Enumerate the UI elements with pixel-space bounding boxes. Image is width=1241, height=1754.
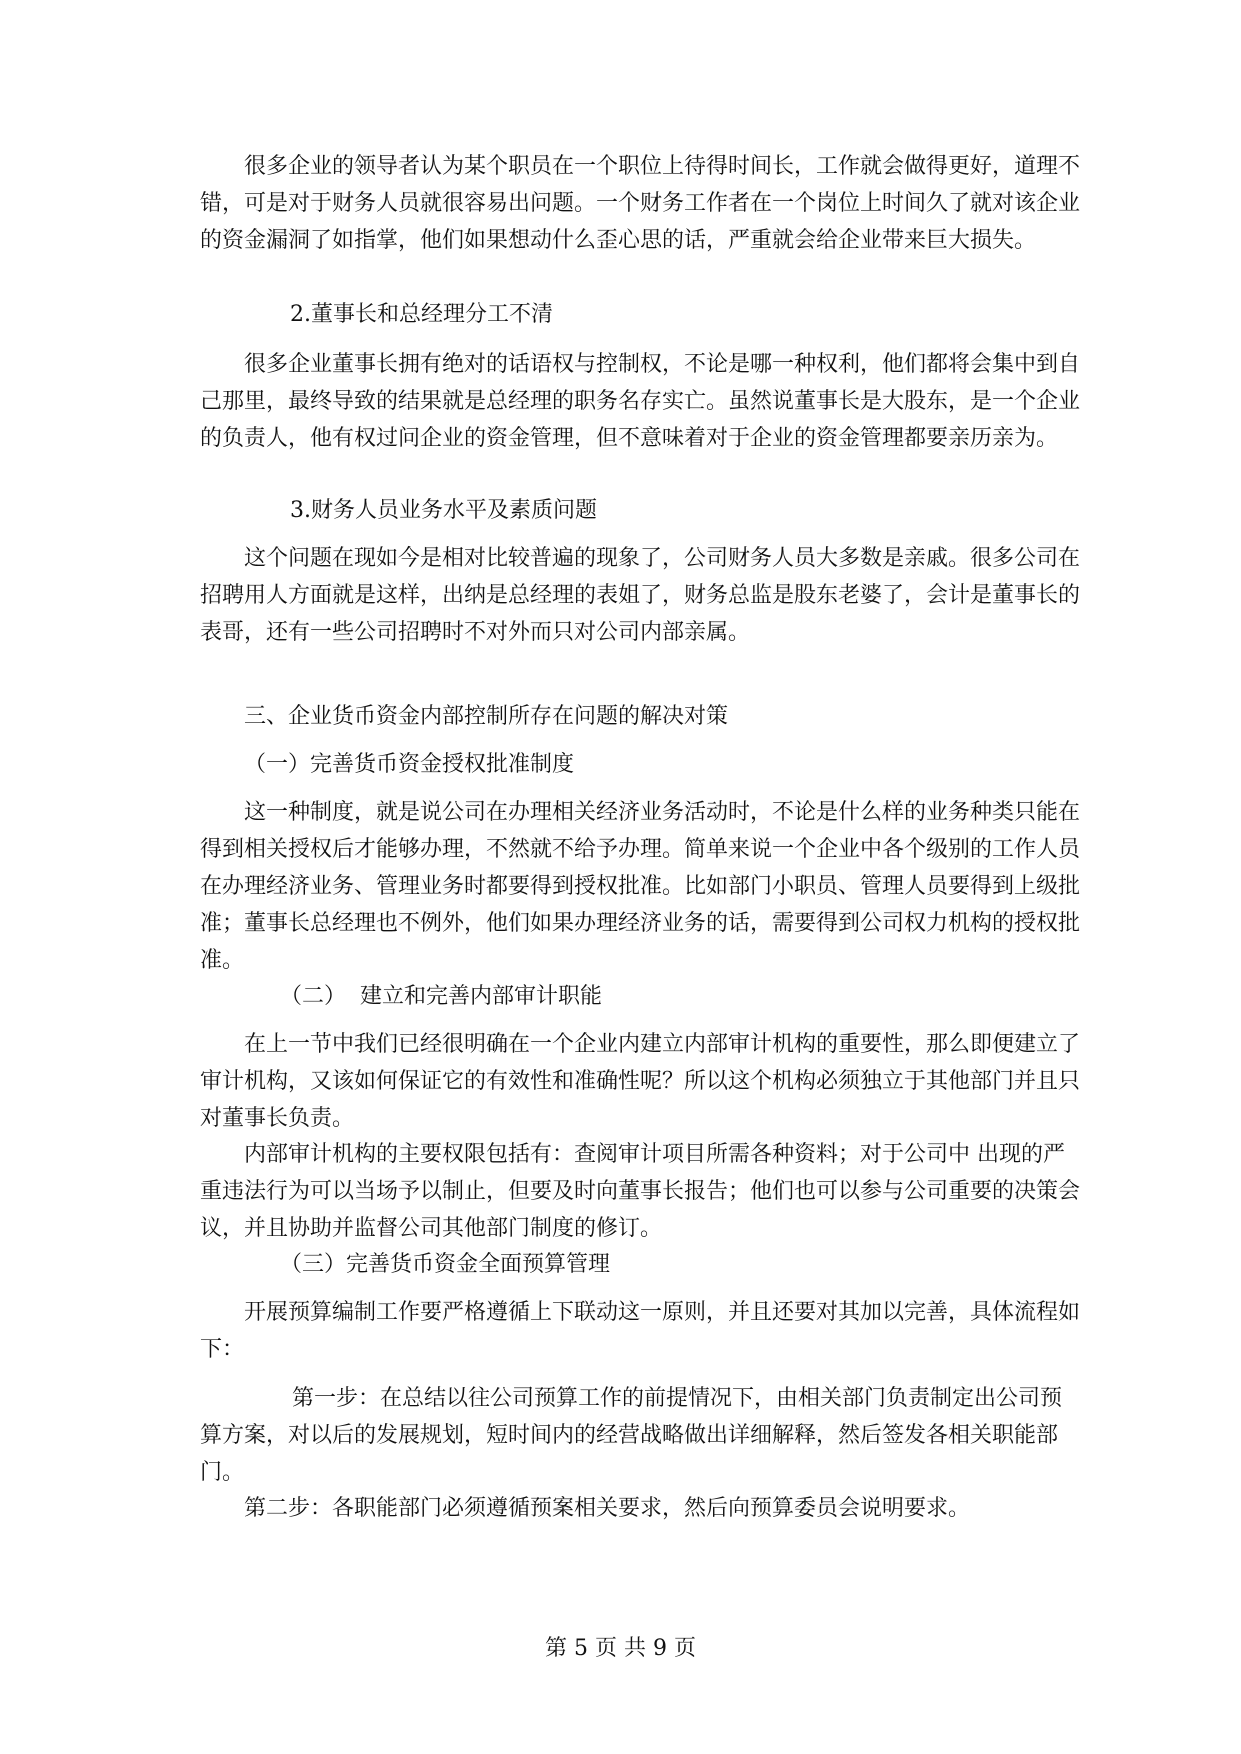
paragraph-3: 这个问题在现如今是相对比较普遍的现象了，公司财务人员大多数是亲戚。很多公司在招聘用人方面就是这样，出纳是总经理的表姐了，财务总监是股东老婆了，会计是董事长的表哥，还有一些公司招聘时不对外而只对公司内部亲属。 [200, 546, 1081, 645]
subsection-3-title: （三）完善货币资金全面预算管理 [280, 1252, 611, 1277]
page-number-footer: 第 5 页 共 9 页 [545, 1636, 696, 1661]
section-heading-3: 三、企业货币资金内部控制所存在问题的解决对策 [244, 704, 729, 729]
subsection-2-text-1: 在上一节中我们已经很明确在一个企业内建立内部审计机构的重要性，那么即便建立了审计机构，又该如何保证它的有效性和准确性呢？所以这个机构必须独立于其他部门并且只对董事长负责。 [200, 1032, 1081, 1131]
subsection-1-text: 这一种制度，就是说公司在办理相关经济业务活动时，不论是什么样的业务种类只能在得到相关授权后才能够办理，不然就不给予办理。简单来说一个企业中各个级别的工作人员在办理经济业务、管理业务时都要得到授权批准。比如部门小职员、管理人员要得到上级批准；董事长总经理也不例外，他们如果办理经济业务的话，需要得到公司权力机构的授权批准。 [200, 800, 1081, 973]
paragraph-2: 很多企业董事长拥有绝对的话语权与控制权，不论是哪一种权利，他们都将会集中到自己那里，最终导致的结果就是总经理的职务名存实亡。虽然说董事长是大股东，是一个企业的负责人，他有权过问企业的资金管理，但不意味着对于企业的资金管理都要亲历亲为。 [200, 352, 1081, 451]
subsection-3-text: 开展预算编制工作要严格遵循上下联动这一原则，并且还要对其加以完善，具体流程如下： [200, 1300, 1081, 1362]
step-2-text: 第二步：各职能部门必须遵循预案相关要求，然后向预算委员会说明要求。 [244, 1496, 971, 1521]
subsection-2-title: （二） 建立和完善内部审计职能 [280, 984, 602, 1009]
subsection-1-title: （一）完善货币资金授权批准制度 [244, 752, 575, 777]
heading-3: 3.财务人员业务水平及素质问题 [290, 498, 597, 523]
paragraph-1: 很多企业的领导者认为某个职员在一个职位上待得时间长，工作就会做得更好，道理不错，可是对于财务人员就很容易出问题。一个财务工作者在一个岗位上时间久了就对该企业的资金漏洞了如指掌，他们如果想动什么歪心思的话，严重就会给企业带来巨大损失。 [200, 154, 1081, 253]
heading-2: 2.董事长和总经理分工不清 [290, 302, 553, 327]
step-1-text: 第一步：在总结以往公司预算工作的前提情况下，由相关部门负责制定出公司预算方案，对以后的发展规划，短时间内的经营战略做出详细解释，然后签发各相关职能部门。 [200, 1386, 1063, 1485]
subsection-2-text-2: 内部审计机构的主要权限包括有：查阅审计项目所需各种资料；对于公司中 出现的严重违法行为可以当场予以制止，但要及时向董事长报告；他们也可以参与公司重要的决策会议，并且协助并监督公司其他部门制度的修订。 [200, 1142, 1081, 1241]
